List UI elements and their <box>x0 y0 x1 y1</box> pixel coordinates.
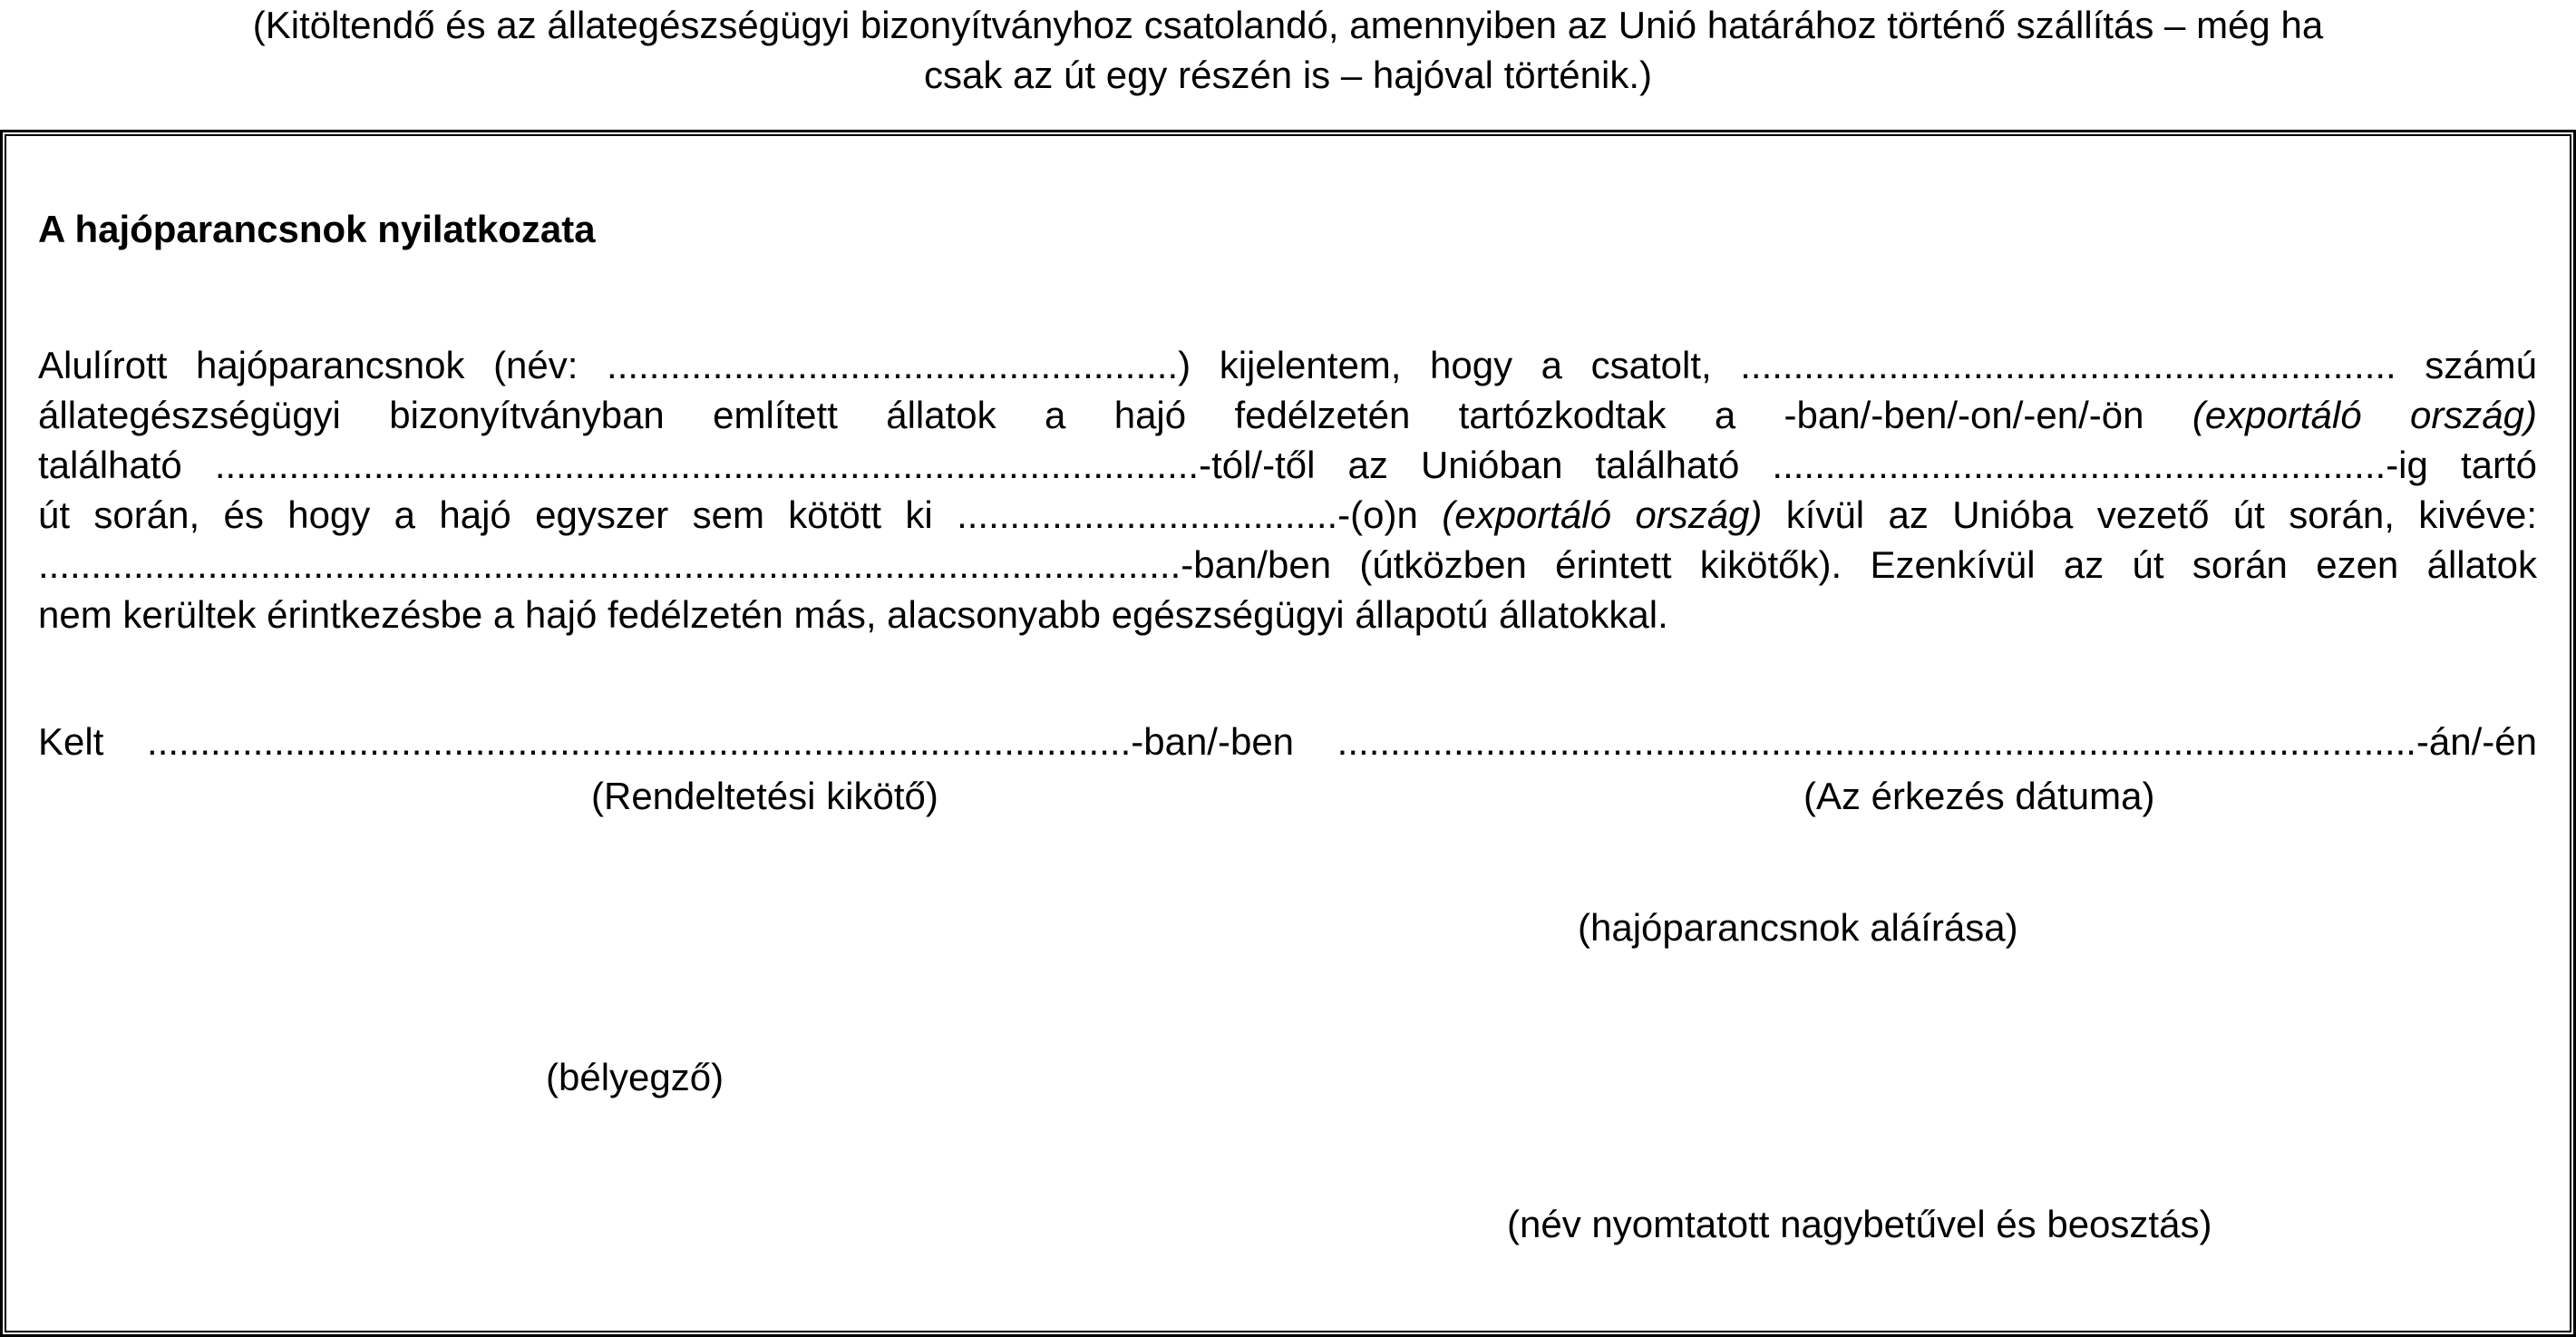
dated-line: Kelt .............................................................................................-ban/-ben ......................................................................................................-án/-én <box>38 720 2537 763</box>
declaration-box-inner <box>5 134 2571 1332</box>
paragraph-line-4-text-end: kívül az Unióba vezető út során, kivéve: <box>1785 493 2538 536</box>
declaration-title: A hajóparancsnok nyilatkozata <box>38 208 596 250</box>
form-instruction-line1: (Kitöltendő és az állategészségügyi bizonyítványhoz csatolandó, amennyiben az Unió határához történő szállítás – még ha <box>252 4 2324 46</box>
date-of-arrival-label: (Az érkezés dátuma) <box>1803 775 2155 817</box>
paragraph-line-1: Alulírott hajóparancsnok (név: ......................................................) kijelentem, hogy a csatolt, .............................................................. számú <box>38 344 2537 386</box>
paragraph-line-4-exporting-country: (exportáló ország) <box>1442 493 1763 536</box>
port-of-destination-label: (Rendeltetési kikötő) <box>591 775 938 817</box>
paragraph-line-2-text: állategészségügyi bizonyítványban említett állatok a hajó fedélzetén tartózkodtak a -ban/-ben/-on/-en/-ön <box>38 394 2144 436</box>
stamp-label: (bélyegző) <box>546 1056 724 1098</box>
captain-signature-label: (hajóparancsnok aláírása) <box>1578 906 2018 949</box>
declaration-box <box>0 130 2576 1337</box>
paragraph-line-3: található .............................................................................................-tól/-től az Unióban található ..........................................................-ig tartó <box>38 444 2537 486</box>
paragraph-line-4 <box>38 490 2537 540</box>
printed-name-label: (név nyomtatott nagybetűvel és beosztás) <box>1507 1203 2212 1245</box>
paragraph-line-6: nem kerültek érintkezésbe a hajó fedélzetén más, alacsonyabb egészségügyi állapotú állatokkal. <box>38 593 1668 636</box>
form-instruction-line2: csak az út egy részén is – hajóval történik.) <box>923 54 1653 96</box>
declaration-paragraph <box>38 340 2537 639</box>
paragraph-line-4-text: út során, és hogy a hajó egyszer sem kötött ki ....................................-(o)n <box>38 493 1418 536</box>
paragraph-line-2-exporting-country: (exportáló ország) <box>2192 394 2538 436</box>
paragraph-line-2 <box>38 390 2537 440</box>
form-instruction <box>0 0 2576 100</box>
paragraph-line-5: ............................................................................................................-ban/ben (útközben érintett kikötők). Ezenkívül az út során ezen állatok <box>38 543 2537 586</box>
